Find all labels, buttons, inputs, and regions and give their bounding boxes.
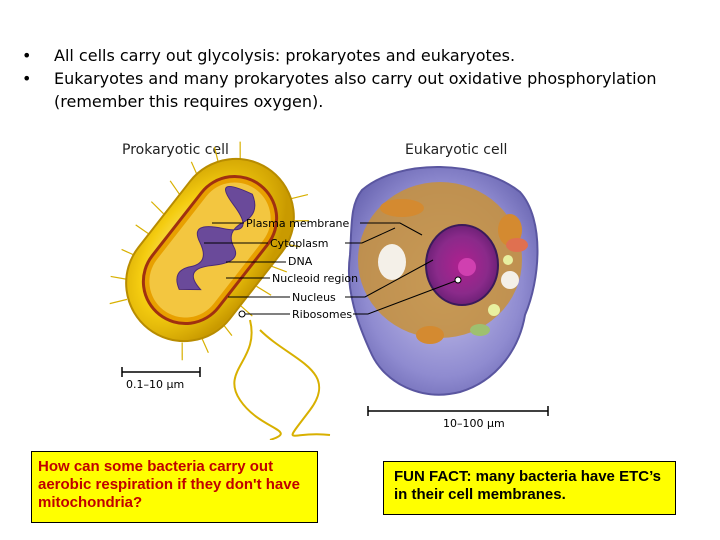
bullet-text: All cells carry out glycolysis: prokaryotes and eukaryotes. [54,46,516,65]
bullet-item [22,44,702,67]
fun-fact-box: FUN FACT: many bacteria have ETC’s in their cell membranes. [383,461,676,515]
ribosome-marker [455,277,461,283]
eukaryote-scale-bar [368,406,548,430]
prokaryote-scale-label: 0.1–10 µm [126,378,185,391]
ribosome-marker [239,311,245,317]
prokaryote-scale-bar [122,367,200,391]
label-nucleus: Nucleus [292,291,336,304]
eukaryote-cell-illustration [349,167,538,395]
bullet-marker: • [22,69,32,88]
bullet-item [22,67,702,113]
label-ribosomes: Ribosomes [292,308,353,321]
eukaryote-caption: Eukaryotic cell [405,142,508,158]
label-plasma-membrane: Plasma membrane [246,217,350,230]
eukaryote-scale-label: 10–100 µm [443,417,505,430]
question-box: How can some bacteria carry out aerobic respiration if they don't have mitochondria? [31,451,318,523]
prokaryote-caption: Prokaryotic cell [122,142,229,158]
label-cytoplasm: Cytoplasm [270,237,329,250]
label-dna: DNA [288,255,313,268]
bullet-text: Eukaryotes and many prokaryotes also carry out oxidative phosphorylation (remember this requires oxygen). [54,69,657,111]
bullet-marker: • [22,46,32,65]
cell-diagram [100,130,550,440]
label-nucleoid-region: Nucleoid region [272,272,359,285]
flagellum [234,320,330,440]
bullet-list [22,44,702,113]
